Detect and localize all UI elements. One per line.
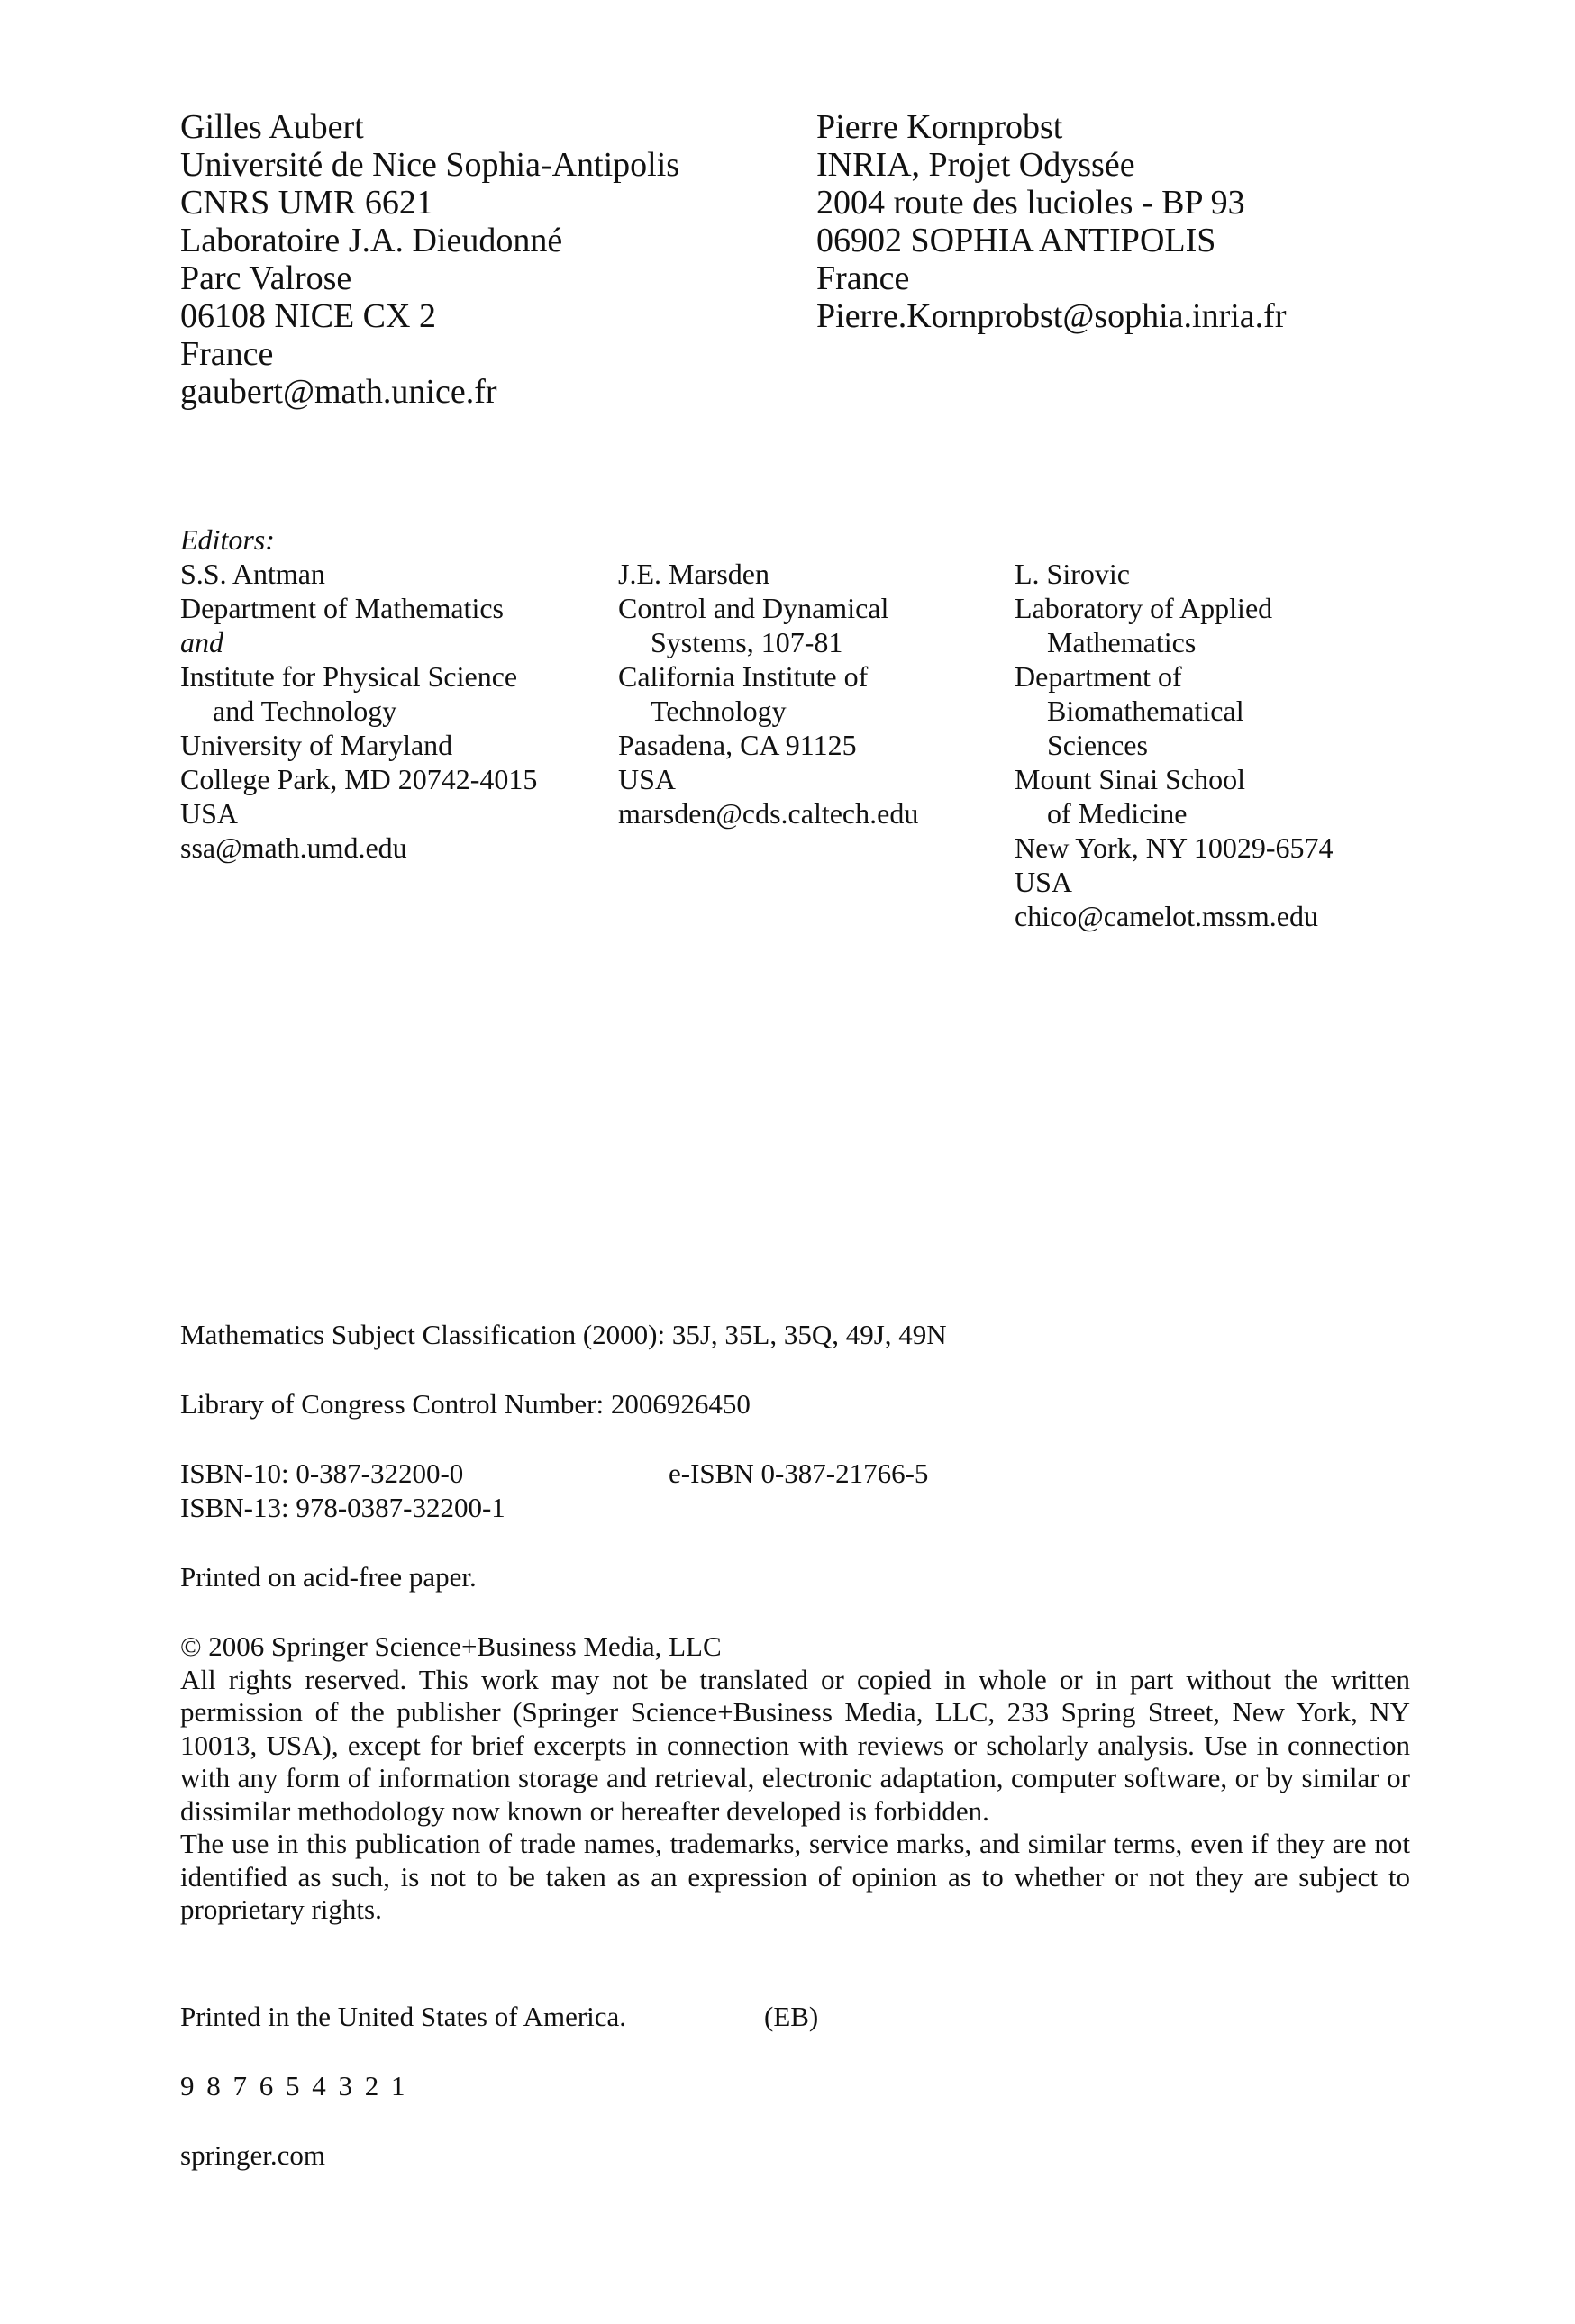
author-affiliation-line: Parc Valrose: [180, 259, 352, 297]
author-affiliation-line: INRIA, Projet Odyssée: [816, 146, 1135, 184]
editor-email: marsden@cds.caltech.edu: [618, 797, 919, 830]
author-affiliation-line: Laboratoire J.A. Dieudonné: [180, 222, 563, 259]
editor-name: S.S. Antman: [180, 558, 325, 590]
editor-affiliation-line: Pasadena, CA 91125: [618, 729, 857, 761]
editor-affiliation-line: University of Maryland: [180, 729, 453, 761]
editor-affiliation-line: and Technology: [213, 694, 397, 727]
editor-affiliation-line: Department of Mathematics: [180, 592, 504, 624]
editor-affiliation-line: Technology: [651, 694, 787, 727]
editor-affiliation-line: California Institute of: [618, 660, 869, 693]
editor-affiliation-line: USA: [1015, 866, 1073, 898]
editor-affiliation-line: Laboratory of Applied: [1015, 592, 1273, 624]
editor-affiliation-line: Control and Dynamical: [618, 592, 889, 624]
author-affiliation-line: CNRS UMR 6621: [180, 184, 433, 222]
lccn: Library of Congress Control Number: 2006926450: [180, 1388, 751, 1420]
copyright-line: © 2006 Springer Science+Business Media, LLC: [180, 1630, 722, 1662]
author-affiliation-line: Université de Nice Sophia-Antipolis: [180, 146, 680, 184]
editor-name: L. Sirovic: [1015, 558, 1130, 590]
editor-affiliation-line: College Park, MD 20742-4015: [180, 763, 538, 795]
publisher-website: springer.com: [180, 2139, 325, 2171]
editor-email: ssa@math.umd.edu: [180, 831, 407, 864]
author-name: Pierre Kornprobst: [816, 108, 1063, 146]
isbn-10: ISBN-10: 0-387-32200-0: [180, 1457, 464, 1489]
editor-email: chico@camelot.mssm.edu: [1015, 900, 1318, 932]
author-email: gaubert@math.unice.fr: [180, 373, 497, 411]
trade-names-paragraph: The use in this publication of trade names, trademarks, service marks, and similar terms, even if they are not identified as such, is not to be taken as an expression of opinion as to whether or not they are subject to proprietary rights.: [180, 1828, 1410, 1925]
author-email: Pierre.Kornprobst@sophia.inria.fr: [816, 297, 1287, 335]
editor-affiliation-line: and: [180, 626, 223, 658]
editor-affiliation-line: Department of: [1015, 660, 1182, 693]
printing-number-line: 9 8 7 6 5 4 3 2 1: [180, 2070, 405, 2102]
author-affiliation-line: 2004 route des lucioles - BP 93: [816, 184, 1245, 222]
author-name: Gilles Aubert: [180, 108, 364, 146]
e-isbn: e-ISBN 0-387-21766-5: [669, 1457, 929, 1489]
editor-affiliation-line: USA: [618, 763, 677, 795]
copyright-notice: [180, 1630, 1410, 1927]
editor-affiliation-line: Systems, 107-81: [651, 626, 843, 658]
editor-affiliation-line: New York, NY 10029-6574: [1015, 831, 1334, 864]
author-affiliation-line: 06902 SOPHIA ANTIPOLIS: [816, 222, 1216, 259]
editor-affiliation-line: of Medicine: [1047, 797, 1188, 830]
editor-affiliation-line: Mathematics: [1047, 626, 1197, 658]
author-affiliation-line: 06108 NICE CX 2: [180, 297, 436, 335]
acid-free-paper-note: Printed on acid-free paper.: [180, 1561, 477, 1593]
author-affiliation-line: France: [816, 259, 910, 297]
author-affiliation-line: France: [180, 335, 274, 373]
rights-paragraph: All rights reserved. This work may not be translated or copied in whole or in part without the written permission of the publisher (Springer Science+Business Media, LLC, 233 Spring Street, New York, NY 10013, USA), except for brief excerpts in connection with reviews or scholarly analysis. Use in connection with any form of information storage and retrieval, electronic adaptation, computer software, or by similar or dissimilar methodology now known or hereafter developed is forbidden.: [180, 1663, 1410, 1827]
editor-block-antman: [180, 522, 537, 865]
printer-code: (EB): [764, 2001, 819, 2032]
printed-in: Printed in the United States of America.: [180, 2001, 627, 2032]
author-block-kornprobst: [816, 108, 1286, 335]
editor-block-sirovic: [1015, 557, 1333, 933]
editor-affiliation-line: USA: [180, 797, 239, 830]
subject-classification: Mathematics Subject Classification (2000): 35J, 35L, 35Q, 49J, 49N: [180, 1319, 947, 1350]
editor-affiliation-line: Sciences: [1047, 729, 1148, 761]
editors-heading: Editors:: [180, 523, 275, 556]
editor-affiliation-line: Mount Sinai School: [1015, 763, 1246, 795]
editor-name: J.E. Marsden: [618, 558, 769, 590]
editor-affiliation-line: Biomathematical: [1047, 694, 1244, 727]
editor-block-marsden: [618, 557, 918, 831]
editor-affiliation-line: Institute for Physical Science: [180, 660, 518, 693]
author-block-aubert: [180, 108, 679, 411]
isbn-13: ISBN-13: 978-0387-32200-1: [180, 1492, 505, 1523]
